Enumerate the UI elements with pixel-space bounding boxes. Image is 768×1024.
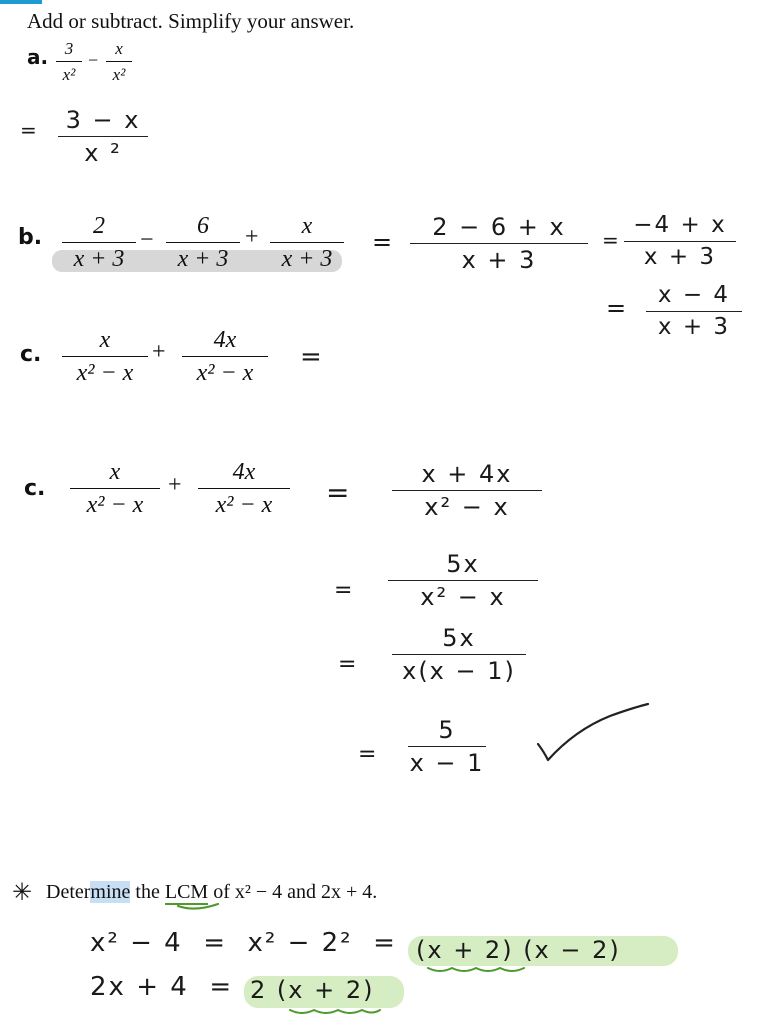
part-a-work-fraction: 3 − x x ² [58, 108, 148, 165]
part-c-first-equals: = [300, 342, 324, 372]
part-c-second-step-3: 5x x(x − 1) [392, 626, 526, 683]
top-accent [0, 0, 42, 4]
part-b-fraction-2: 6 x + 3 [166, 214, 240, 271]
lcm-question: Determine the LCM of x² − 4 and 2x + 4. [46, 881, 378, 903]
part-c-first-fraction-1: x x² − x [62, 328, 148, 385]
part-c-second-fraction-2: 4x x² − x [198, 460, 290, 517]
lcm-work-line-2: 2x + 4 = [90, 972, 234, 1002]
part-b-equals-2: = [602, 228, 621, 252]
part-c-first-plus: + [152, 339, 166, 365]
part-a-fraction-2: x x² [106, 40, 132, 83]
part-c-second-equals-3: = [338, 652, 359, 677]
part-b-step-2: −4 + x x + 3 [624, 214, 736, 269]
part-c-second-plus: + [168, 472, 182, 498]
instruction-text: Add or subtract. Simplify your answer. [27, 9, 355, 33]
part-b-step-1: 2 − 6 + x x + 3 [410, 215, 588, 272]
part-b-plus: + [245, 224, 259, 250]
part-c-second-equals-4: = [358, 742, 379, 767]
lcm-work-line-1-factored: (x + 2) (x − 2) [416, 936, 621, 964]
part-b-step-3: x − 4 x + 3 [646, 284, 742, 339]
part-c-second-fraction-1: x x² − x [70, 460, 160, 517]
part-b-equals-1: = [372, 228, 395, 256]
part-c-second-step-4: 5 x − 1 [409, 716, 485, 778]
lcm-work-line-2-factored: 2 (x + 2) [250, 976, 375, 1004]
lcm-selected-text: mine [90, 881, 131, 903]
part-b-fraction-1: 2 x + 3 [62, 214, 136, 271]
part-a-minus: − [88, 50, 99, 70]
part-c-second-equals-2: = [334, 578, 355, 603]
part-b-equals-3: = [606, 294, 629, 322]
part-b-label: b. [18, 225, 43, 250]
part-c-second-label: c. [24, 476, 46, 501]
lcm-work-line-1: x² − 4 = x² − 2² = [90, 928, 397, 958]
part-a-work-equals: = [20, 118, 39, 142]
part-c-second-step-1: x + 4x x² − x [392, 462, 542, 519]
part-b-minus: − [140, 227, 154, 253]
part-c-first-fraction-2: 4x x² − x [182, 328, 268, 385]
part-a-fraction-1: 3 x² [56, 40, 82, 83]
lcm-word: LCM [164, 881, 209, 903]
part-c-first-label: c. [20, 342, 42, 367]
part-b-fraction-3: x x + 3 [270, 214, 344, 271]
part-c-second-equals-1: = [326, 476, 352, 509]
lcm-star-icon: ✳ [12, 878, 33, 906]
part-c-second-step-2: 5x x² − x [388, 552, 538, 609]
part-a-label: a. [27, 45, 49, 69]
